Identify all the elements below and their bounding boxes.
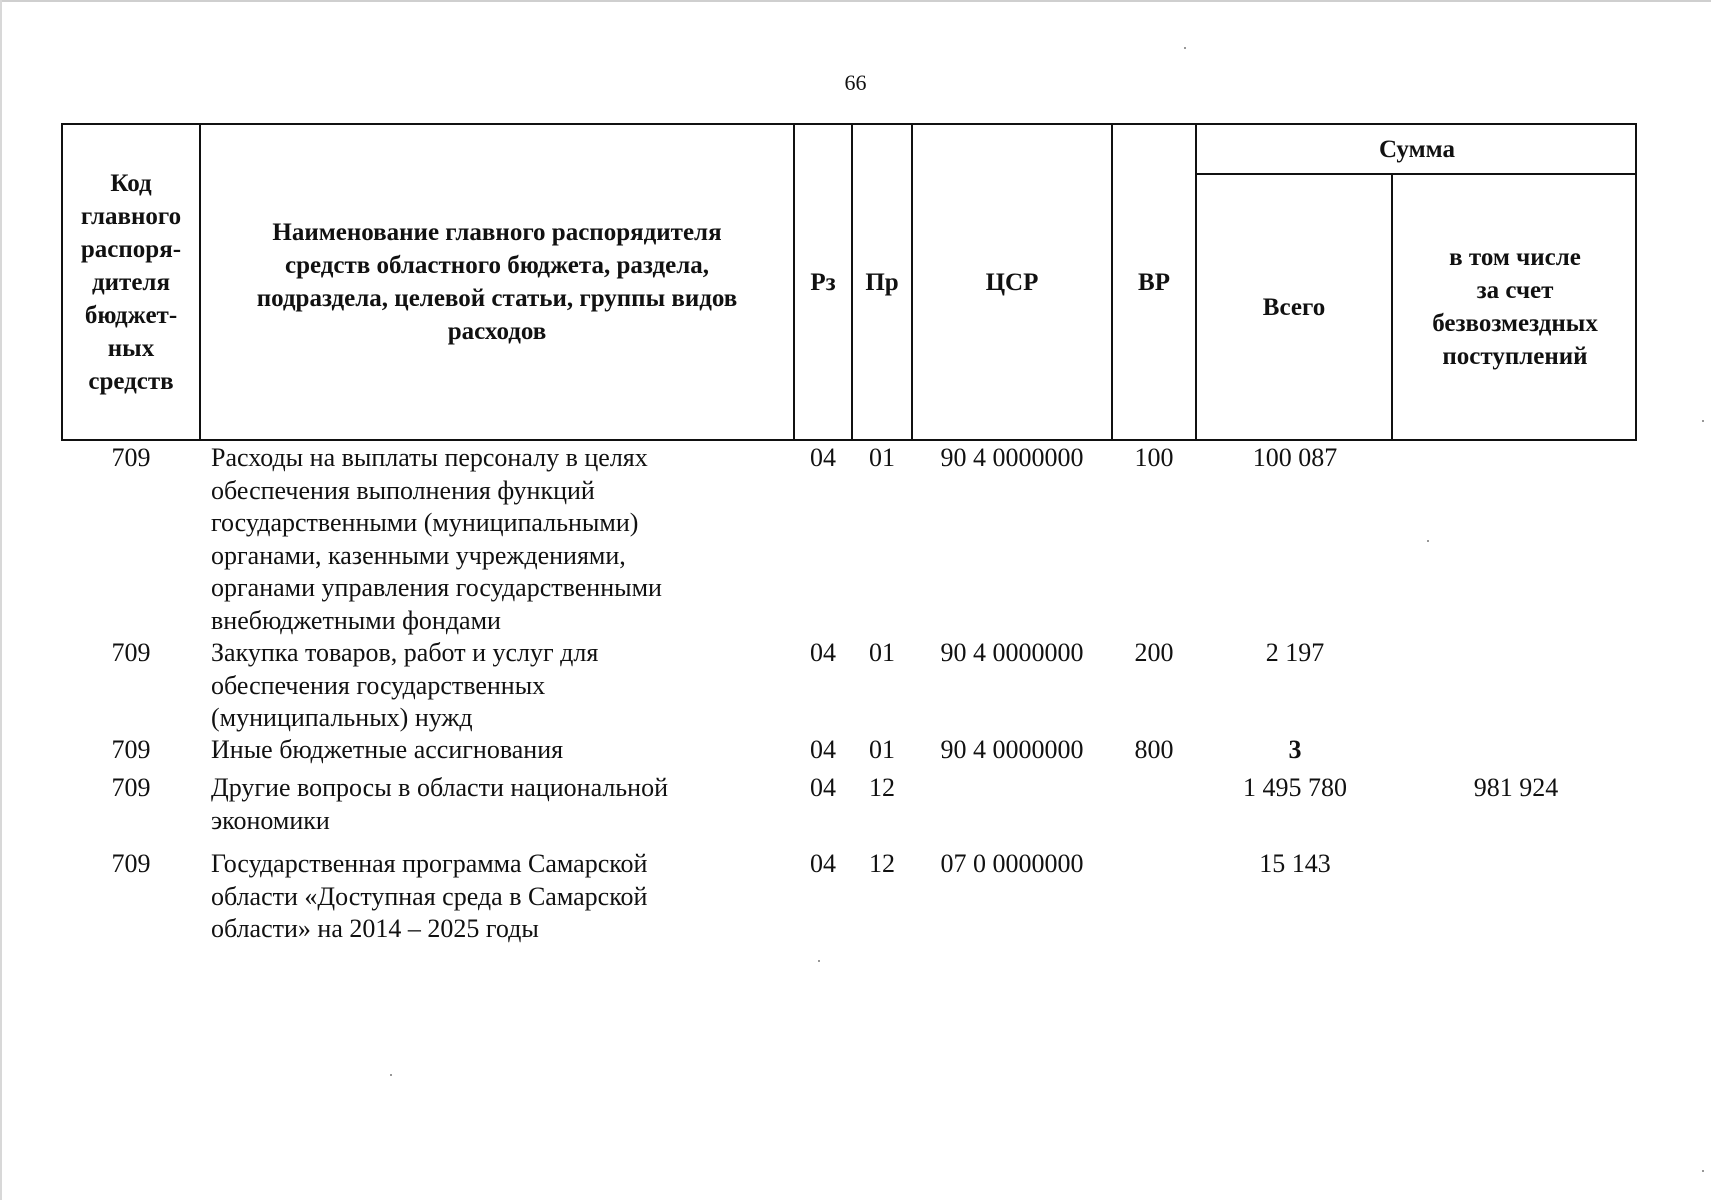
scan-speck	[1702, 420, 1704, 422]
row-name: Государственная программа Самарской области «Доступная среда в Самарской области» на 2014 – 2025 годы	[211, 849, 648, 943]
row-csr: 07 0 0000000	[940, 849, 1084, 878]
row-pr: 01	[869, 443, 895, 472]
row-code: 709	[111, 773, 151, 802]
row-free: 981 924	[1473, 773, 1559, 802]
row-total: 3	[1288, 735, 1302, 764]
header-sum: Сумма	[1379, 135, 1455, 163]
header-vr: ВР	[1138, 268, 1170, 296]
scan-speck	[818, 960, 820, 962]
row-total: 2 197	[1265, 638, 1325, 667]
scan-speck	[390, 1074, 392, 1076]
row-vr: 800	[1134, 735, 1174, 764]
row-csr: 90 4 0000000	[940, 443, 1084, 472]
page-edge	[0, 0, 2, 1200]
page-edge	[0, 0, 1711, 2]
row-pr: 12	[869, 773, 895, 802]
row-csr: 90 4 0000000	[940, 638, 1084, 667]
row-total: 15 143	[1259, 849, 1331, 878]
header-total: Всего	[1262, 293, 1326, 321]
row-rz: 04	[810, 735, 836, 764]
row-name: Закупка товаров, работ и услуг для обеспечения государственных (муниципальных) нужд	[211, 638, 599, 732]
scan-speck	[1184, 47, 1186, 49]
header-csr: ЦСР	[985, 268, 1039, 296]
row-code: 709	[111, 443, 151, 472]
header-name: Наименование главного распорядителя средств областного бюджета, раздела, подраздела, целевой статьи, группы видов расходов	[256, 219, 738, 345]
header-pr: Пр	[865, 268, 899, 296]
scan-speck	[1427, 540, 1429, 542]
row-rz: 04	[810, 638, 836, 667]
scan-speck	[1702, 1170, 1704, 1172]
row-code: 709	[111, 735, 151, 764]
page-number: 66	[844, 70, 867, 95]
row-rz: 04	[810, 849, 836, 878]
row-total: 100 087	[1252, 443, 1338, 472]
row-pr: 01	[869, 735, 895, 764]
header-rz: Рз	[810, 268, 836, 296]
row-name: Иные бюджетные ассигнования	[211, 735, 564, 764]
header-free: в том числе за счет безвозмездных поступлений	[1432, 244, 1598, 370]
row-code: 709	[111, 638, 151, 667]
row-rz: 04	[810, 773, 836, 802]
header-code: Код главного распоря- дителя бюджет- ных средств	[80, 169, 182, 395]
row-pr: 12	[869, 849, 895, 878]
row-name: Другие вопросы в области национальной экономики	[211, 773, 668, 835]
row-rz: 04	[810, 443, 836, 472]
row-name: Расходы на выплаты персоналу в целях обеспечения выполнения функций государственными (муниципальными) органами, казенными учреждениями, органами управления государственными внебюджетными фондами	[211, 443, 662, 635]
row-pr: 01	[869, 638, 895, 667]
row-vr: 100	[1134, 443, 1174, 472]
row-vr: 200	[1134, 638, 1174, 667]
row-code: 709	[111, 849, 151, 878]
table-header	[61, 123, 1637, 441]
row-csr: 90 4 0000000	[940, 735, 1084, 764]
row-total: 1 495 780	[1243, 773, 1347, 802]
